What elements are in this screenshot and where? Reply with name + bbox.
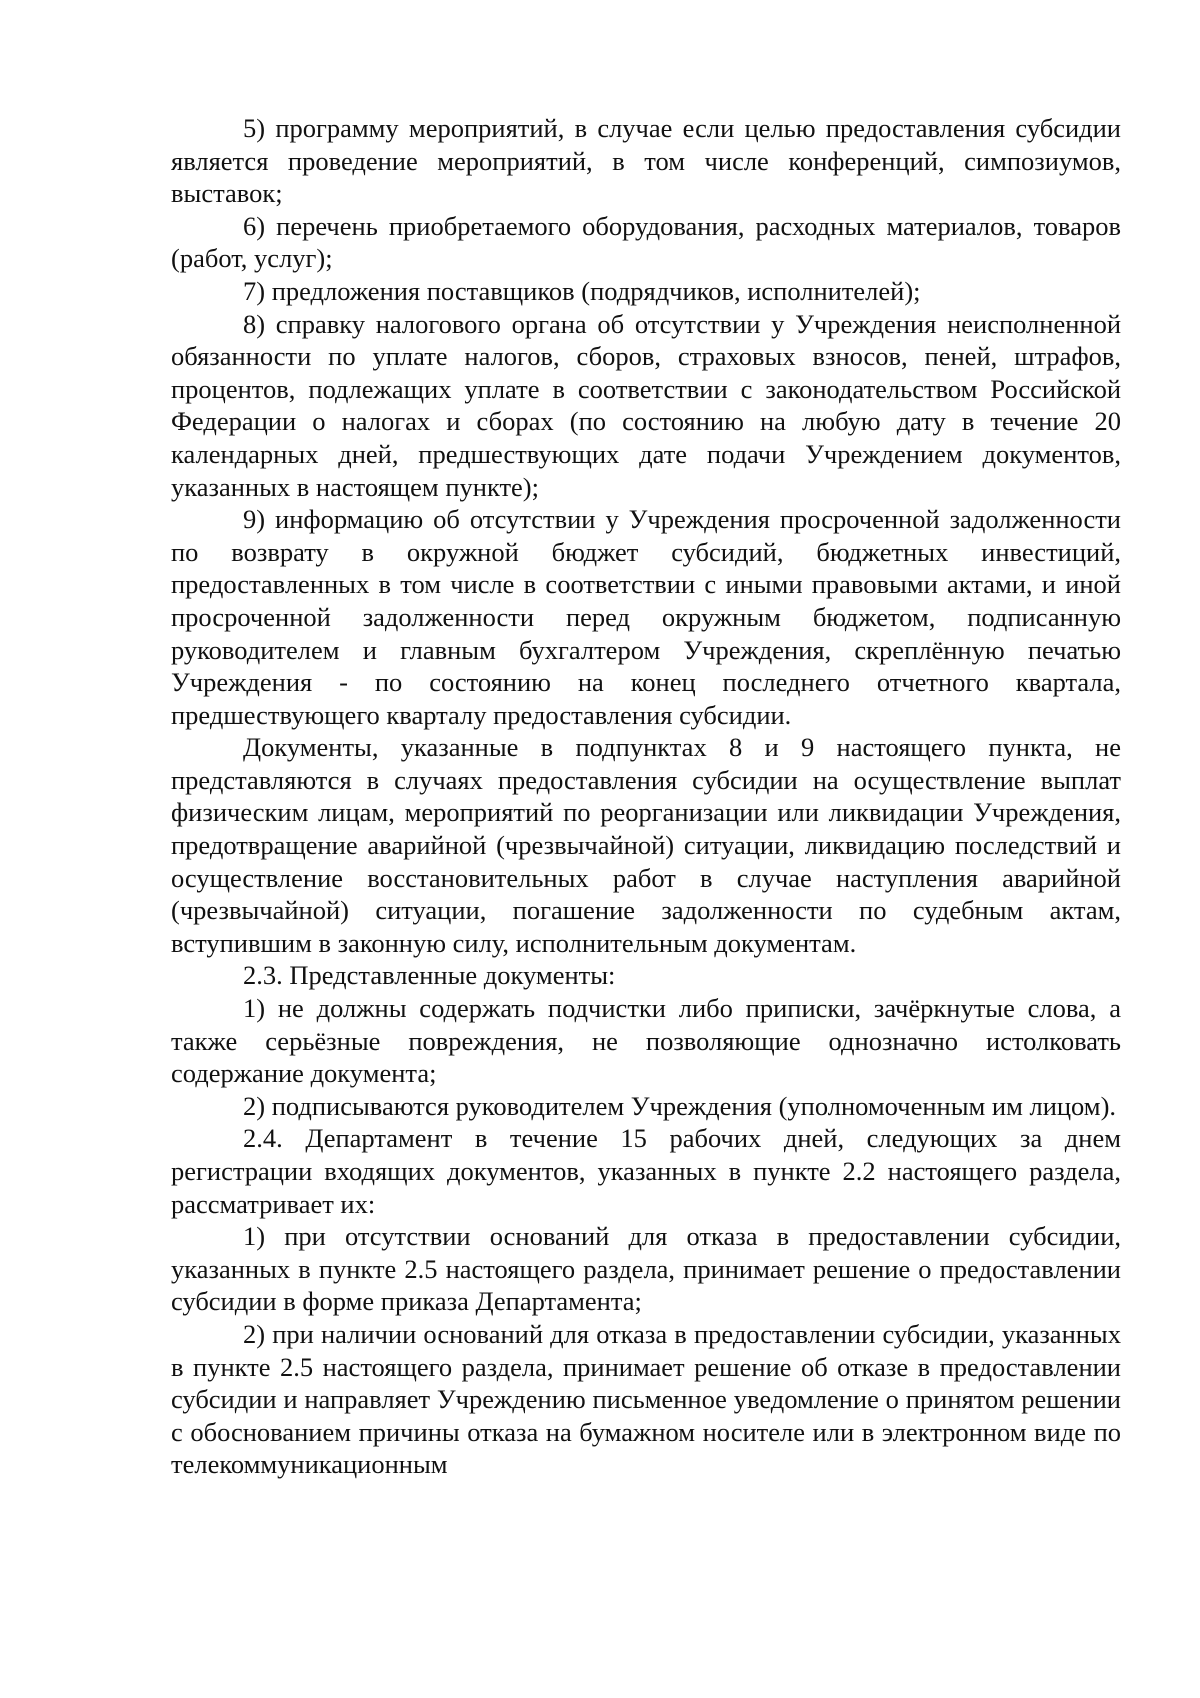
documents-exemption-paragraph: Документы, указанные в подпунктах 8 и 9 настоящего пункта, не представляются в случаях предоставления субсидии на осуществление выплат физическим лицам, мероприятий по реорганизации или ликвидации Учреждения, предотвращение аварийной (чрезвычайной) ситуации, ликвидацию последствий и осуществление восстановительных работ в случае наступления аварийной (чрезвычайной) ситуации, погашение задолженности по судебным актам, вступившим в законную силу, исполнительным документам. [171, 732, 1121, 958]
item-8-tax-certificate: 8) справку налогового органа об отсутствии у Учреждения неисполненной обязанности по уплате налогов, сборов, страховых взносов, пеней, штрафов, процентов, подлежащих уплате в соответствии с законодательством Российской Федерации о налогах и сборах (по состоянию на любую дату в течение 20 календарных дней, предшествующих дате подачи Учреждением документов, указанных в настоящем пункте); [171, 308, 1121, 502]
section-2-3-heading: 2.3. Представленные документы: [243, 960, 616, 991]
item-9-debt-information: 9) информацию об отсутствии у Учреждения просроченной задолженности по возврату в окружной бюджет субсидий, бюджетных инвестиций, предоставленных в том числе в соответствии с иными правовыми актами, и иной просроченной задолженности перед окружным бюджетом, подписанную руководителем и главным бухгалтером Учреждения, скреплённую печатью Учреждения - по состоянию на конец последнего отчетного квартала, предшествующего кварталу предоставления субсидии. [171, 504, 1121, 730]
item-5-event-program: 5) программу мероприятий, в случае если целью предоставления субсидии является проведение мероприятий, в том числе конференций, симпозиумов, выставок; [171, 113, 1121, 209]
section-2-4-item-2: 2) при наличии оснований для отказа в предоставлении субсидии, указанных в пункте 2.5 настоящего раздела, принимает решение об отказе в предоставлении субсидии и направляет Учреждению письменное уведомление о принятом решении с обоснованием причины отказа на бумажном носителе или в электронном виде по телекоммуникационным [171, 1318, 1121, 1480]
item-7-supplier-offers: 7) предложения поставщиков (подрядчиков, исполнителей); [243, 275, 921, 306]
section-2-3-item-2: 2) подписываются руководителем Учреждения (уполномоченным им лицом). [243, 1090, 1117, 1121]
section-2-4-heading: 2.4. Департамент в течение 15 рабочих дней, следующих за днем регистрации входящих документов, указанных в пункте 2.2 настоящего раздела, рассматривает их: [171, 1123, 1121, 1219]
section-2-3-item-1: 1) не должны содержать подчистки либо приписки, зачёркнутые слова, а также серьёзные повреждения, не позволяющие однозначно истолковать содержание документа; [171, 993, 1121, 1089]
item-6-equipment-list: 6) перечень приобретаемого оборудования, расходных материалов, товаров (работ, услуг); [171, 210, 1121, 274]
document-page [171, 112, 1121, 1481]
section-2-4-item-1: 1) при отсутствии оснований для отказа в предоставлении субсидии, указанных в пункте 2.5 настоящего раздела, принимает решение о предоставлении субсидии в форме приказа Департамента; [171, 1221, 1121, 1317]
